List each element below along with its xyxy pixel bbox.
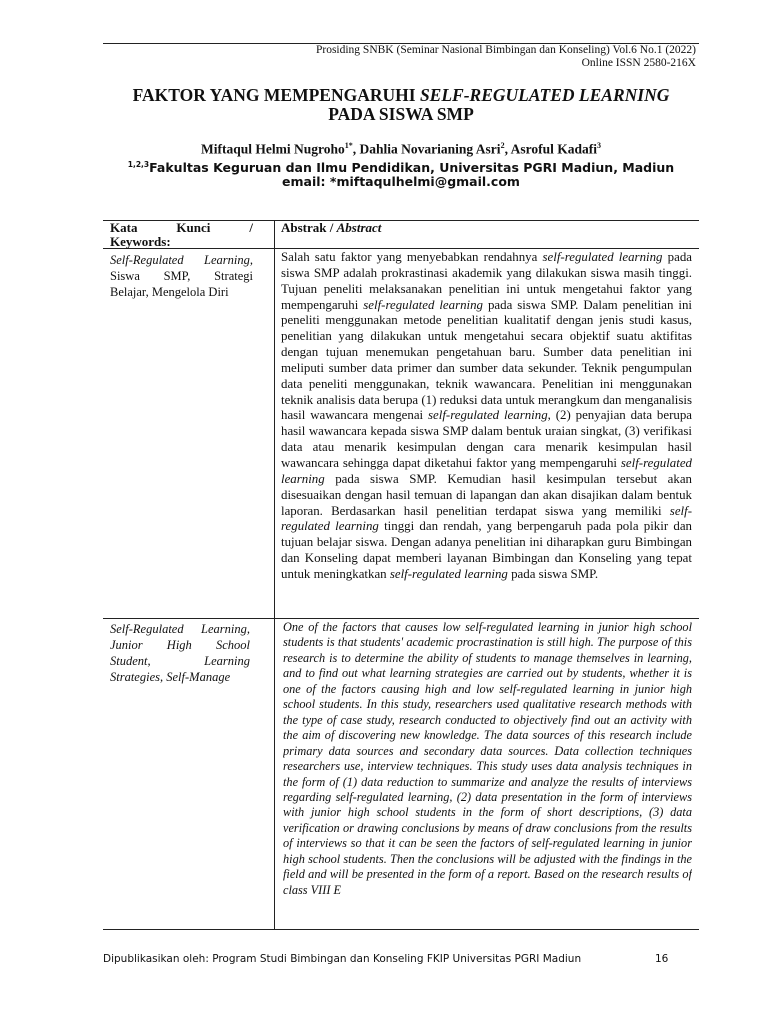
- keywords-heading-word: Keywords:: [110, 234, 171, 249]
- abstract-text: tinggi dan rendah, yang berpengaruh pada pola pikir dan tujuan belajar siswa. Dengan adanya penelitian ini diharapkan guru Bimbingan dan Konseling dapat memberi layanan Bimbingan dan Konseling yang tepat untuk meningkatkan: [281, 519, 692, 581]
- abstract-indonesian: [281, 250, 692, 583]
- title-line-2: PADA SISWA SMP: [328, 104, 474, 124]
- keywords-heading-word: Kunci: [176, 220, 211, 235]
- abstract-text: Salah satu faktor yang menyebabkan rendahnya: [281, 250, 543, 264]
- affiliation-text: Fakultas Keguruan dan Ilmu Pendidikan, Universitas PGRI Madiun, Madiun: [149, 160, 675, 176]
- author-email: email: *miftaqulhelmi@gmail.com: [282, 174, 520, 189]
- author-list: [103, 138, 699, 158]
- abstract-text: pada siswa SMP. Dalam penelitian ini peneliti menggunakan metode penelitian kualitatif dengan jenis studi kasus, penelitian yang dilakukan untuk mengetahui secara objektif suatu aktifitas dengan tujuan menemukan pengetahuan baru. Sumber data penelitian ini meliputi sumber data primer dan sumber data sekunder. Teknik pengumpulan data peneliti menggunakan, teknik wawancara. Penelitian ini menggunakan teknik analisis data berupa (1) reduksi data untuk merangkum dan menganalisis hasil wawancara mengenai: [281, 297, 693, 423]
- abstract-text: pada siswa SMP. Kemudian hasil kesimpulan tersebut akan disesuaikan dengan hasil temuan di lapangan dan akan disajikan dalam bentuk laporan. Berdasarkan hasil penelitian terdapat siswa yang memiliki: [281, 471, 692, 518]
- keywords-heading: [110, 221, 253, 249]
- author-3: Asroful Kadafi: [510, 141, 597, 157]
- abstract-term: self-regulated learning: [281, 503, 692, 534]
- paper-title: [103, 86, 699, 124]
- keywords-heading-word: Kata: [110, 220, 138, 235]
- keyword-italic: Self-Regulated Learning,: [110, 253, 253, 267]
- author-3-sup: 3: [596, 141, 601, 150]
- keywords-indonesian: [110, 252, 253, 300]
- abstract-text: , (2) penyajian data berupa hasil wawancara kepada siswa SMP dalam bentuk uraian singkat, (3) verifikasi data atau menarik kesimpulan dengan cara menarik kesimpulan hasil wawancara sehingga dapat diketahui faktor yang mempengaruhi: [281, 408, 693, 470]
- affiliation-sup: 1,2,3: [127, 160, 150, 169]
- abstract-text: pada siswa SMP.: [507, 566, 599, 581]
- issn-line: Online ISSN 2580-216X: [581, 57, 696, 69]
- title-italic: SELF-REGULATED LEARNING: [419, 85, 670, 105]
- abstract-heading: [281, 221, 381, 235]
- abstract-term: self-regulated learning: [389, 566, 508, 581]
- author-separator: ,: [504, 141, 511, 157]
- table-row-divider: [103, 618, 699, 619]
- publisher-footer: Dipublikasikan oleh: Program Studi Bimbingan dan Konseling FKIP Universitas PGRI Madiun: [103, 953, 582, 965]
- abstract-term: self-regulated learning: [281, 455, 692, 486]
- abstract-term: self-regulated learning: [428, 408, 548, 423]
- page-number: 16: [655, 953, 669, 965]
- author-2-sup: 2: [500, 141, 505, 150]
- abstract-text: pada siswa SMP adalah prokrastinasi akademik yang dilakukan siswa masih tinggi. Tujuan peneliti melaksanakan penelitian ini untuk mengetahui faktor yang mempengaruhi: [281, 250, 692, 312]
- abstract-english: One of the factors that causes low self-regulated learning in junior high school students is that students' academic procrastination is still high. The purpose of this research is to determine the ability of students to manage themselves in learning, and to find out what learning strategies are carried out by students, whether it is one of the factors causing high and low self-regulated learning in junior high school students. In this study, researchers used qualitative research methods with the type of case study, research conducted to objectively find out an activity with the aim of discovering new knowledge. The data sources of this research include primary data sources and secondary data sources. Data collection techniques researchers use, interview techniques. This study uses data analysis techniques in the form of (1) data reduction to summarize and analyze the results of interviews regarding self-regulated learning, (2) data presentation in the form of interviews with junior high school students in the form of short descriptions, (3) data verification or drawing conclusions by means of draw conclusions from the results of interviews so that it can be seen the factors of self-regulated learning in junior high school students. Then the conclusions will be adjusted with the findings in the field and will be presented in the form of a report. Based on the research results of class VIII E: [283, 620, 692, 897]
- table-column-divider: [274, 220, 275, 930]
- abstract-term: self-regulated learning: [542, 250, 663, 264]
- author-separator: ,: [352, 141, 360, 157]
- abstract-heading-plain: Abstrak /: [281, 220, 337, 235]
- abstract-heading-italic: Abstract: [336, 220, 382, 235]
- keywords-english: Self-Regulated Learning, Junior High School Student, Learning Strategies, Self-Manage: [110, 622, 250, 684]
- keyword-list: Siswa SMP, Strategi Belajar, Mengelola Diri: [110, 269, 253, 299]
- abstract-term: self-regulated learning: [363, 297, 484, 312]
- journal-line: Prosiding SNBK (Seminar Nasional Bimbingan dan Konseling) Vol.6 No.1 (2022): [315, 44, 696, 56]
- title-plain: FAKTOR YANG MEMPENGARUHI: [132, 85, 420, 105]
- author-2: Dahlia Novarianing Asri: [359, 141, 501, 157]
- author-1-sup: 1*: [344, 141, 353, 150]
- title-line-1: [103, 86, 699, 105]
- journal-header: [103, 44, 696, 70]
- keywords-heading-slash: /: [249, 220, 253, 235]
- author-1: Miftaqul Helmi Nugroho: [201, 141, 345, 157]
